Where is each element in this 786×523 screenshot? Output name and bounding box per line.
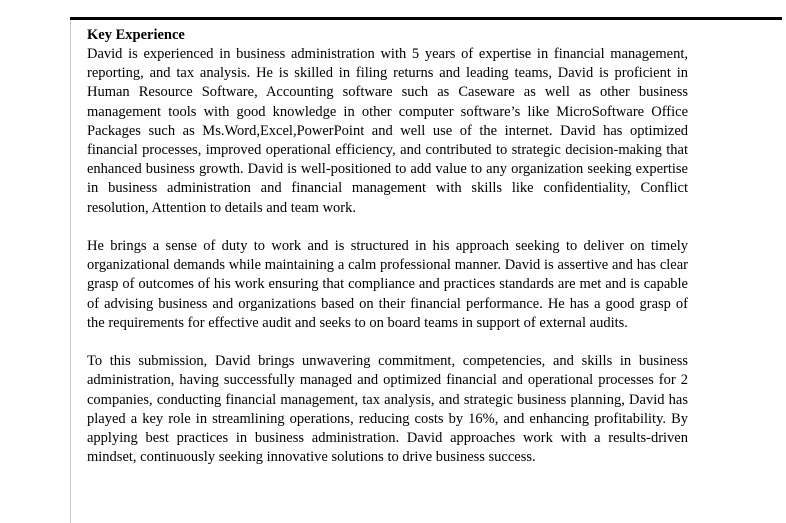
section-title: Key Experience [87, 27, 185, 43]
header-rule [70, 17, 782, 20]
paragraph-work-approach: He brings a sense of duty to work and is structured in his approach seeking to deliver on timely organizational demands while maintaining a calm professional manner. David is assertive and has clear grasp of outcomes of his work ensuring that compliance and practices standards are met and is capable of advising business and organizations based on their financial performance. He has a good grasp of the requirements for effective audit and seeks to on board teams in support of external audits. [87, 238, 688, 331]
paragraph-experience-summary: David is experienced in business administration with 5 years of expertise in financial management, reporting, and tax analysis. He is skilled in filing returns and leading teams, David is proficient in Human Resource Software, Accounting software such as Caseware as well as other business management tools with good knowledge in other computer software’s like MicroSoftware Office Packages such as Ms.Word,Excel,PowerPoint and well use of the internet. David has optimized financial processes, improved operational efficiency, and contributed to strategic decision-making that enhanced business growth. David is well-positioned to add value to any organization seeking expertise in business administration and financial management with skills like confidentiality, Conflict resolution, Attention to details and team work. [87, 46, 688, 216]
paragraph-submission: To this submission, David brings unwavering commitment, competencies, and skills in business administration, having successfully managed and optimized financial and operational processes for 2 companies, conducting financial management, tax analysis, and strategic business planning, David has played a key role in streamlining operations, reducing costs by 16%, and enhancing profitability. By applying best practices in business administration. David approaches work with a results-driven mindset, continuously seeking innovative solutions to drive business success. [87, 353, 688, 466]
page-left-edge [70, 20, 71, 523]
key-experience-section [87, 26, 688, 467]
